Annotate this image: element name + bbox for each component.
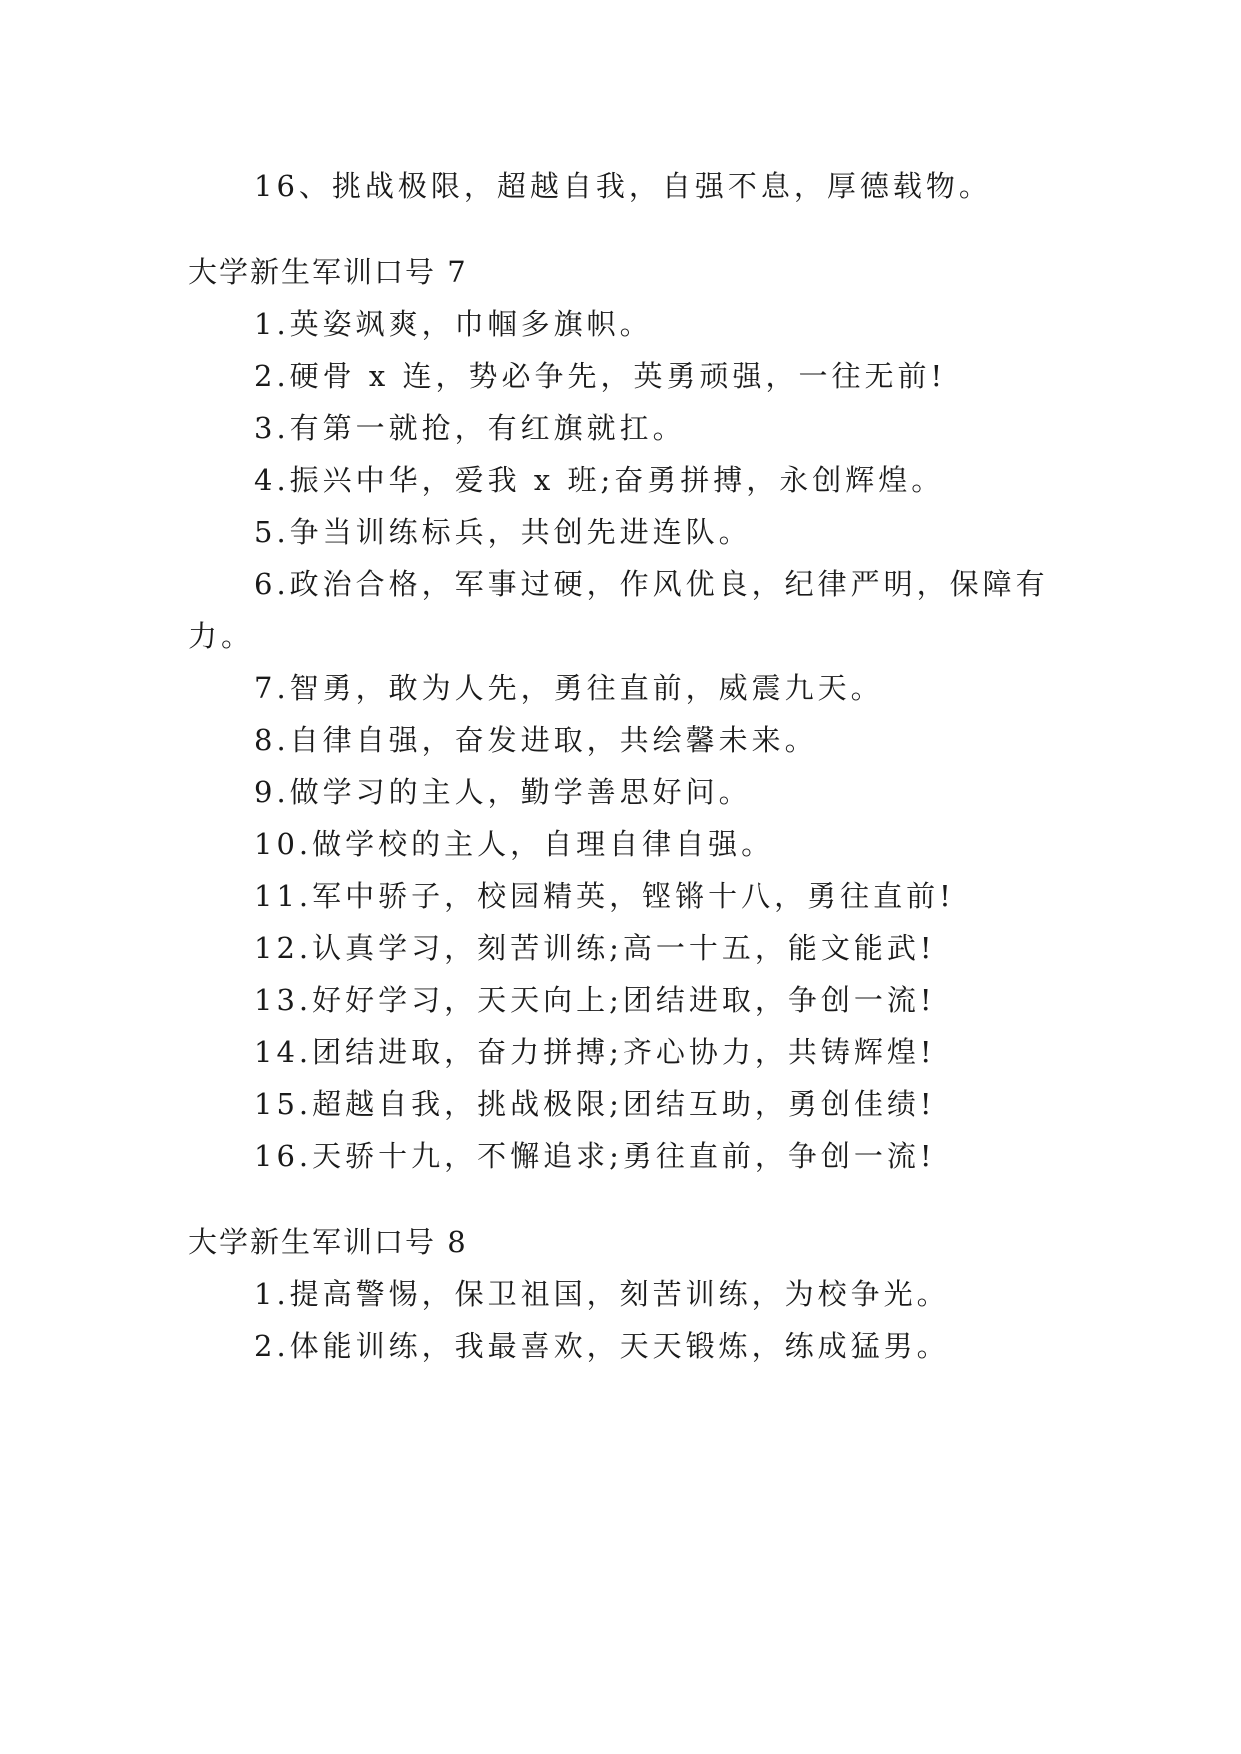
list-item: 15.超越自我，挑战极限;团结互助，勇创佳绩!: [254, 1087, 936, 1121]
list-item-continuation: 力。: [188, 619, 255, 653]
list-item: 3.有第一就抢，有红旗就扛。: [254, 411, 686, 445]
section-heading-8: 大学新生军训口号 8: [188, 1225, 468, 1259]
list-item: 16.天骄十九，不懈追求;勇往直前，争创一流!: [254, 1139, 936, 1173]
list-item: 7.智勇，敢为人先，勇往直前，威震九天。: [254, 671, 884, 705]
list-item: 6.政治合格，军事过硬，作风优良，纪律严明，保障有: [254, 567, 1049, 601]
list-item: 4.振兴中华，爱我 x 班;奋勇拼搏，永创辉煌。: [254, 463, 945, 497]
top-list-item: 16、挑战极限，超越自我，自强不息，厚德载物。: [254, 169, 992, 203]
list-item: 14.团结进取，奋力拼搏;齐心协力，共铸辉煌!: [254, 1035, 936, 1069]
list-item: 1.提高警惕，保卫祖国，刻苦训练，为校争光。: [254, 1277, 950, 1311]
list-item: 2.硬骨 x 连，势必争先，英勇顽强，一往无前!: [254, 359, 947, 393]
list-item: 11.军中骄子，校园精英，铿锵十八，勇往直前!: [254, 879, 955, 913]
section-heading-7: 大学新生军训口号 7: [188, 255, 468, 289]
list-item: 13.好好学习，天天向上;团结进取，争创一流!: [254, 983, 936, 1017]
list-item: 1.英姿飒爽，巾帼多旗帜。: [254, 307, 653, 341]
list-item: 10.做学校的主人，自理自律自强。: [254, 827, 775, 861]
list-item: 9.做学习的主人，勤学善思好问。: [254, 775, 752, 809]
list-item: 12.认真学习，刻苦训练;高一十五，能文能武!: [254, 931, 936, 965]
list-item: 8.自律自强，奋发进取，共绘馨未来。: [254, 723, 818, 757]
list-item: 5.争当训练标兵，共创先进连队。: [254, 515, 752, 549]
list-item: 2.体能训练，我最喜欢，天天锻炼，练成猛男。: [254, 1329, 950, 1363]
